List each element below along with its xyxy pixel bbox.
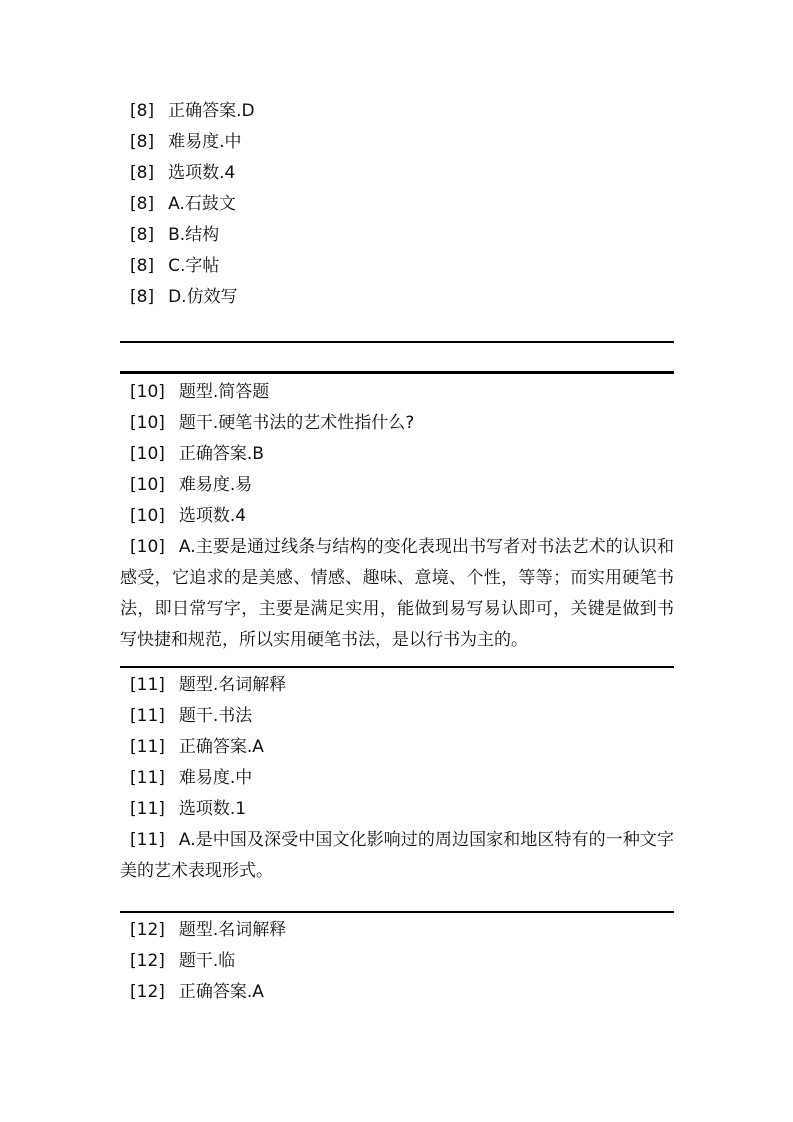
divider xyxy=(120,371,674,374)
q11-difficulty: [11] 难易度.中 xyxy=(130,768,253,788)
q8-option-b: [8] B.结构 xyxy=(130,225,220,245)
divider xyxy=(120,666,674,668)
q8-number: [8] xyxy=(130,101,155,121)
q12-number: [12] xyxy=(130,920,165,940)
q8-option-a: [8] A.石鼓文 xyxy=(130,194,236,214)
q8-option-c: [8] C.字帖 xyxy=(130,256,220,276)
document-page xyxy=(120,96,674,1008)
divider xyxy=(120,341,674,343)
q11-number: [11] xyxy=(130,675,165,695)
q11-answer: [11] 正确答案.A xyxy=(130,737,264,757)
q8-option-count: [8] 选项数.4 xyxy=(130,163,236,183)
q11-type: [11] 题型.名词解释 xyxy=(120,670,674,701)
q10-answer: [10] 正确答案.B xyxy=(130,444,264,464)
q10-option-count: [10] 选项数.4 xyxy=(130,506,247,526)
question-8 xyxy=(120,96,674,313)
q10-type: [10] 题型.简答题 xyxy=(120,377,674,408)
q11-stem: [11] 题干.书法 xyxy=(130,706,253,726)
q11-option-count: [11] 选项数.1 xyxy=(130,799,247,819)
q11-option-a: [11] A.是中国及深受中国文化影响过的周边国家和地区特有的一种文字美的艺术表现形式。 xyxy=(120,830,674,881)
question-12 xyxy=(120,915,674,1008)
q10-stem: [10] 题干.硬笔书法的艺术性指什么? xyxy=(130,413,415,433)
divider xyxy=(120,911,674,913)
q10-difficulty: [10] 难易度.易 xyxy=(130,475,253,495)
question-10 xyxy=(120,377,674,656)
q8-difficulty: [8] 难易度.中 xyxy=(130,132,242,152)
q12-answer: [12] 正确答案.A xyxy=(130,982,264,1002)
q12-stem: [12] 题干.临 xyxy=(130,951,236,971)
q10-number: [10] xyxy=(130,382,165,402)
q8-option-d: [8] D.仿效写 xyxy=(130,287,238,307)
question-11 xyxy=(120,670,674,887)
q12-type: [12] 题型.名词解释 xyxy=(120,915,674,946)
q10-option-a: [10] A.主要是通过线条与结构的变化表现出书写者对书法艺术的认识和感受，它追求的是美感、情感、趣味、意境、个性，等等；而实用硬笔书法，即日常写字，主要是满足实用，能做到易写易认即可，关键是做到书写快捷和规范，所以实用硬笔书法，是以行书为主的。 xyxy=(120,537,674,650)
q8-answer: [8] 正确答案.D xyxy=(120,96,674,127)
